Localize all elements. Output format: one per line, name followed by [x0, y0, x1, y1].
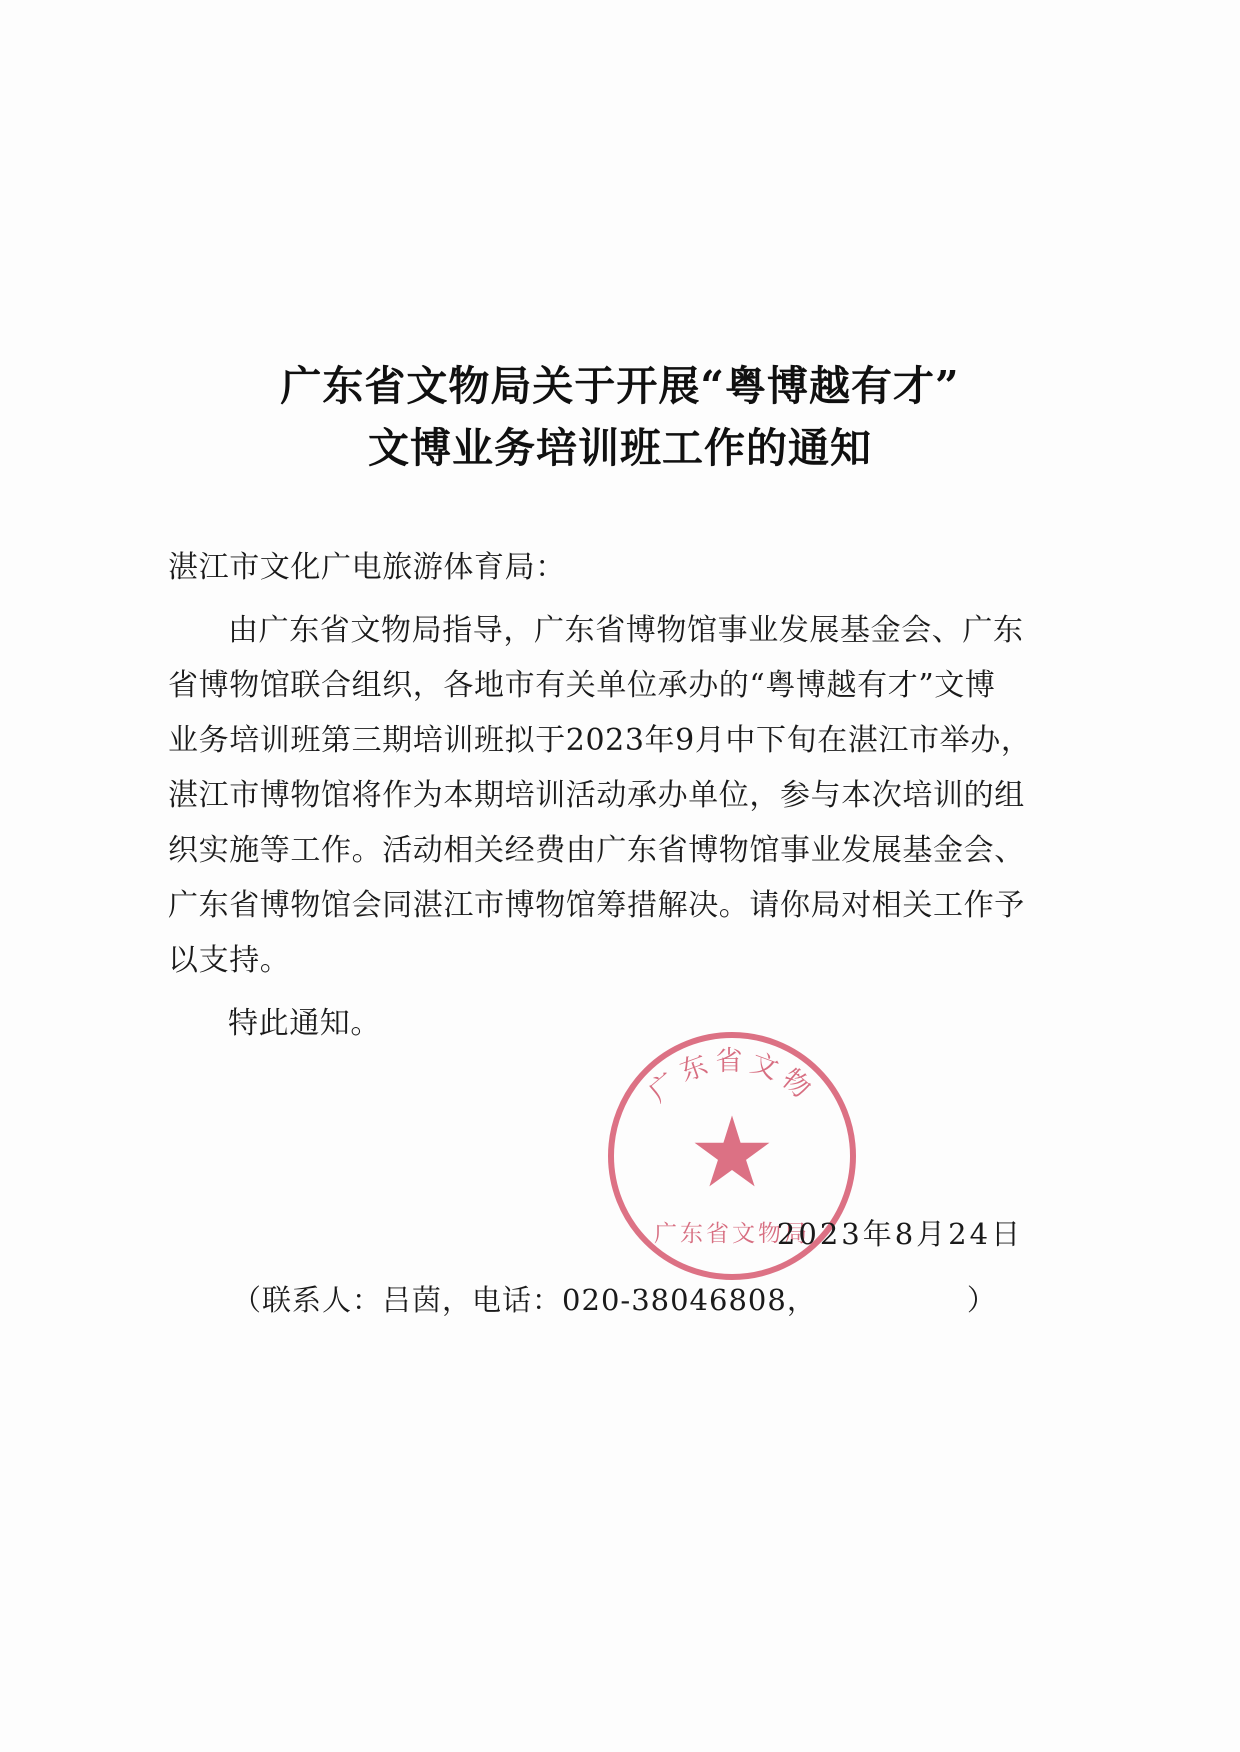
body-line-7: 以支持。 [168, 943, 291, 978]
contact-suffix: ， [786, 1283, 817, 1317]
contact-phone: 020-38046808 [562, 1283, 787, 1317]
body-line-6: 广东省博物馆会同湛江市博物馆筹措解决。请你局对相关工作予 [168, 888, 1025, 923]
contact-prefix: （联系人： [232, 1283, 383, 1317]
body-line-5: 织实施等工作。活动相关经费由广东省博物馆事业发展基金会、 [168, 833, 1025, 868]
signature-block [735, 1165, 1065, 1257]
contact-line [232, 1278, 997, 1322]
contact-separator: ，电话： [442, 1283, 563, 1317]
contact-person: 吕茵 [382, 1283, 443, 1317]
document-body [168, 540, 1048, 1051]
body-line-4: 湛江市博物馆将作为本期培训活动承办单位，参与本次培训的组 [168, 778, 1025, 813]
body-line-3: 业务培训班第三期培训班拟于2023年9月中下旬在湛江市举办， [168, 723, 1032, 758]
contact-closing-paren: ） [966, 1283, 997, 1317]
closing-line: 特此通知。 [228, 1006, 381, 1041]
seal-bottom-text: 广东省文物局 [654, 1221, 810, 1247]
title-line-1: 广东省文物局关于开展“粤博越有才” [280, 362, 960, 410]
seal-top-textpath: 广东省文物 [643, 1046, 821, 1109]
body-line-2: 省博物馆联合组织，各地市有关单位承办的“粤博越有才”文博 [168, 668, 996, 703]
addressee-line: 湛江市文化广电旅游体育局： [168, 550, 566, 585]
body-line-1: 由广东省文物局指导，广东省博物馆事业发展基金会、广东 [228, 613, 1024, 648]
seal-top-text [643, 1046, 821, 1108]
signature-date: 2023年8月24日 [776, 1217, 1024, 1251]
page-title [0, 355, 1240, 479]
title-line-2: 文博业务培训班工作的通知 [368, 424, 872, 472]
